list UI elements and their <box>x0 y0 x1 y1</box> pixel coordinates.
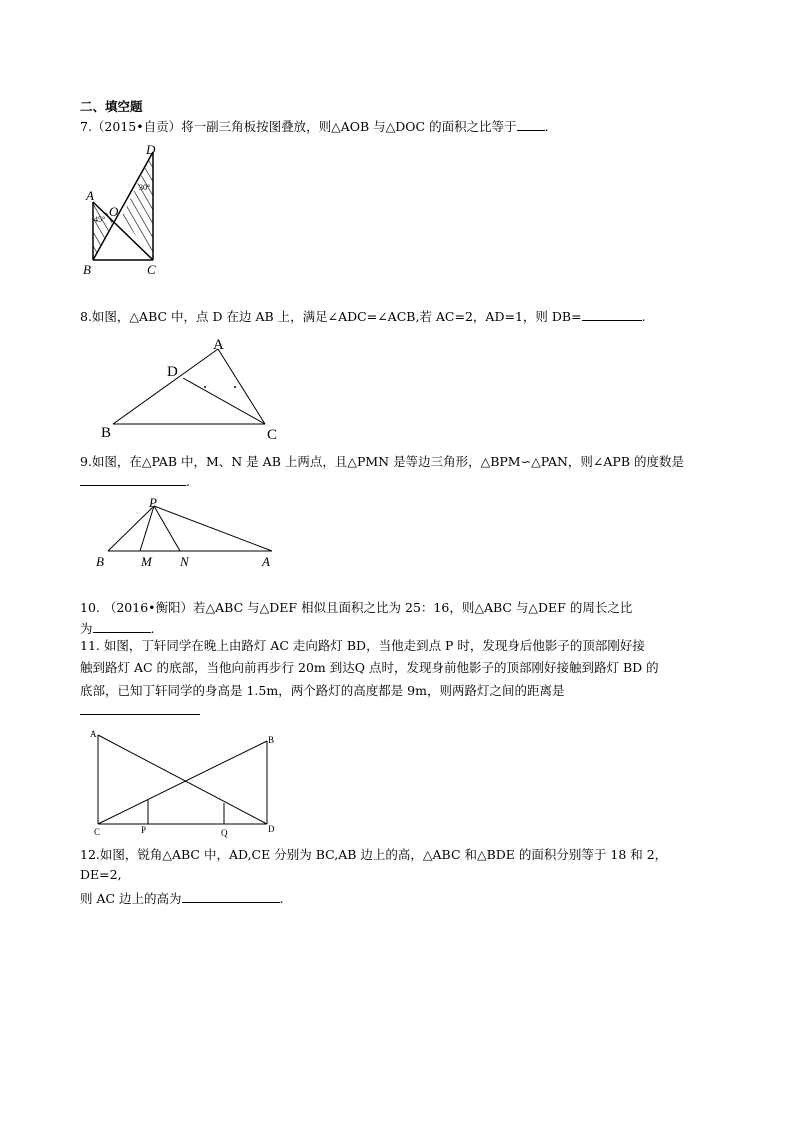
edge-pn <box>154 506 180 551</box>
triangle-doc-shading <box>122 152 153 260</box>
question-11-line-3: 底部，已知丁轩同学的身高是 1.5m，两个路灯的高度都是 9m，则两路灯之间的距离是 <box>80 683 565 698</box>
question-10-tail: . <box>150 621 155 636</box>
angle-45-label: 45° <box>94 215 106 224</box>
question-8-tail: . <box>641 309 646 324</box>
answer-blank-7[interactable] <box>517 118 545 131</box>
label-n: N <box>180 554 189 569</box>
label-c: C <box>94 827 101 837</box>
angle-30-label: 30° <box>139 183 151 192</box>
label-a: A <box>213 337 224 353</box>
label-q: Q <box>221 828 228 838</box>
answer-blank-8[interactable] <box>582 308 642 321</box>
answer-blank-12[interactable] <box>182 890 280 903</box>
mark-dot <box>234 386 236 388</box>
question-7 <box>80 118 549 135</box>
question-8 <box>80 308 646 325</box>
question-8-text: 8.如图，△ABC 中，点 D 在边 AB 上，满足∠ADC=∠ACB,若 AC=2，AD=1，则 DB= <box>80 309 582 324</box>
question-10-text: 10. （2016•衡阳）若△ABC 与△DEF 相似且面积之比为 25：16，则△ABC 与△DEF 的周长之比 <box>80 600 633 615</box>
ray-cb <box>98 741 267 824</box>
label-d: D <box>167 364 178 380</box>
label-b: B <box>268 735 275 745</box>
answer-blank-10[interactable] <box>93 620 151 633</box>
label-m: M <box>141 554 152 569</box>
answer-blank-11[interactable] <box>80 714 200 715</box>
mark-dot <box>204 386 206 388</box>
question-9-tail: . <box>186 474 190 489</box>
question-11-line-2: 触到路灯 AC 的底部，当他向前再步行 20m 到达Q 点时，发现身前他影子的顶部刚好接触到路灯 BD 的 <box>80 660 659 675</box>
figure-q8 <box>95 335 295 450</box>
question-12-prefix: 则 AC 边上的高为 <box>80 891 182 906</box>
question-7-text: 7.（2015•自贡）将一副三角板按图叠放，则△AOB 与△DOC 的面积之比等于 <box>80 119 517 134</box>
question-11-line-1: 11. 如图，丁轩同学在晚上由路灯 AC 走向路灯 BD，当他走到点 P 时，发现身后他影子的顶部刚好接 <box>80 638 645 653</box>
label-p: P <box>141 825 147 835</box>
question-10-line-2 <box>80 620 155 637</box>
label-d: D <box>146 142 156 157</box>
edge-ac <box>218 349 265 424</box>
label-o: O <box>109 204 119 219</box>
question-12-line-3 <box>80 890 284 907</box>
label-b: B <box>101 425 112 441</box>
label-c: C <box>147 262 156 277</box>
answer-blank-9[interactable] <box>80 473 186 486</box>
label-b: B <box>83 262 91 277</box>
question-9 <box>80 454 684 470</box>
question-10-prefix: 为 <box>80 621 93 636</box>
figure-q7 <box>80 140 180 280</box>
label-b: B <box>96 554 104 569</box>
question-12-line-2: DE=2, <box>80 867 122 882</box>
question-7-tail: . <box>544 119 549 134</box>
section-title: 二、填空题 <box>80 99 143 114</box>
label-c: C <box>267 427 278 443</box>
segment-dc <box>183 378 265 424</box>
question-12-line-1: 12.如图，锐角△ABC 中，AD,CE 分别为 BC,AB 边上的高，△ABC 和△BDE 的面积分别等于 18 和 2， <box>80 847 668 862</box>
label-a: A <box>262 554 270 569</box>
label-a: A <box>86 188 94 203</box>
question-12-tail: . <box>279 891 284 906</box>
edge-ab <box>113 349 218 424</box>
label-p: P <box>149 495 157 510</box>
question-9-answer-line <box>80 473 190 490</box>
ray-ad <box>98 735 267 824</box>
figure-q9 <box>90 495 290 575</box>
edge-pa <box>154 506 272 551</box>
question-9-text: 9.如图，在△PAB 中，M、N 是 AB 上两点，且△PMN 是等边三角形，△BPM∽△PAN，则∠APB 的度数是 <box>80 454 684 469</box>
label-d: D <box>268 824 275 834</box>
question-10-line-1 <box>80 600 632 616</box>
label-a: A <box>90 729 97 739</box>
figure-q11 <box>88 725 288 840</box>
